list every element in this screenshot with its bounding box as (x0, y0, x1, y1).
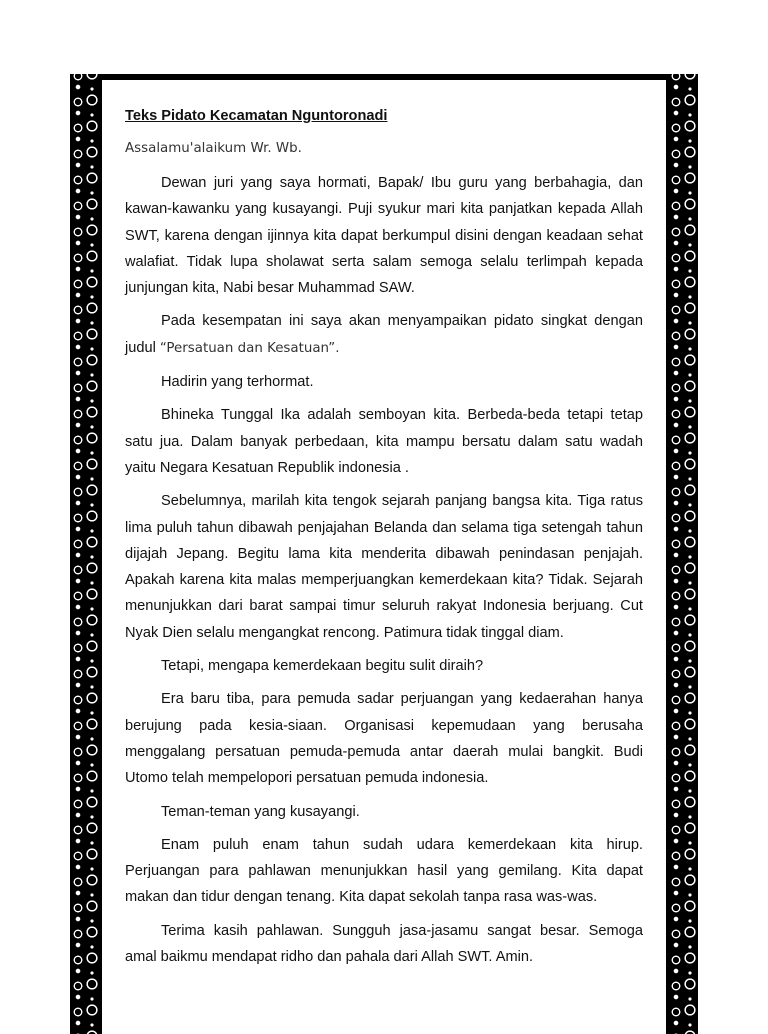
paragraph-title-announcement (125, 308, 643, 362)
border-inner-line-left (100, 74, 102, 1034)
speech-theme-quote: “Persatuan dan Kesatuan”. (159, 340, 340, 356)
paragraph: Dewan juri yang saya hormati, Bapak/ Ibu guru yang berbahagia, dan kawan-kawanku yang kusayangi. Puji syukur mari kita panjatkan kepada Allah SWT, karena dengan ijinnya kita dapat berkumpul disini dengan keadaan sehat walafiat. Tidak lupa sholawat serta salam semoga selalu terlimpah kepada junjungan kita, Nabi besar Muhammad SAW. (125, 175, 643, 297)
paragraph: Terima kasih pahlawan. Sungguh jasa-jasamu sangat besar. Semoga amal baikmu mendapat ridho dan pahala dari Allah SWT. Amin. (125, 922, 643, 966)
paragraph: Bhineka Tunggal Ika adalah semboyan kita. Berbeda-beda tetapi tetap satu jua. Dalam banyak perbedaan, kita mampu bersatu dalam satu wadah yaitu Negara Kesatuan Republik indonesia . (125, 407, 643, 476)
decorative-border-left (70, 74, 100, 1034)
speech-title: Teks Pidato Kecamatan Nguntoronadi (125, 108, 388, 124)
paragraph-text: Pada kesempatan ini saya akan menyampaikan pidato singkat dengan judul (125, 313, 643, 356)
border-inner-line-right (666, 74, 668, 1034)
paragraph: Enam puluh enam tahun sudah udara kemerdekaan kita hirup. Perjuangan para pahlawan menunjukkan hasil yang gemilang. Kita dapat makan dan tidur dengan tenang. Kita dapat sekolah tanpa rasa was-was. (125, 836, 643, 906)
paragraph: Tetapi, mengapa kemerdekaan begitu sulit diraih? (161, 658, 484, 675)
paragraph: Hadirin yang terhormat. (161, 374, 314, 391)
paragraph: Era baru tiba, para pemuda sadar perjuangan yang kedaerahan hanya berujung pada kesia-siaan. Organisasi kepemudaan yang berusaha menggalang persatuan pemuda-pemuda antar daerah mulai bangkit. Budi Utomo telah mempelopori persatuan pemuda indonesia. (125, 691, 643, 787)
border-top (70, 74, 698, 80)
paragraph: Teman-teman yang kusayangi. (161, 803, 360, 820)
speech-text (125, 104, 643, 977)
paragraph: Sebelumnya, marilah kita tengok sejarah panjang bangsa kita. Tiga ratus lima puluh tahun dibawah penjajahan Belanda dan selama tiga setengah tahun dijajah Jepang. Begitu lama kita menderita dibawah penindasan penjajah. Apakah karena kita malas memperjuangkan kemerdekaan kita? Tidak. Sejarah menunjukkan dari barat sampai timur seluruh rakyat Indonesia berjuang. Cut Nyak Dien selalu mengangkat rencong. Patimura tidak tinggal diam. (125, 493, 643, 641)
greeting: Assalamu'alaikum Wr. Wb. (125, 141, 302, 156)
decorative-border-right (668, 74, 698, 1034)
